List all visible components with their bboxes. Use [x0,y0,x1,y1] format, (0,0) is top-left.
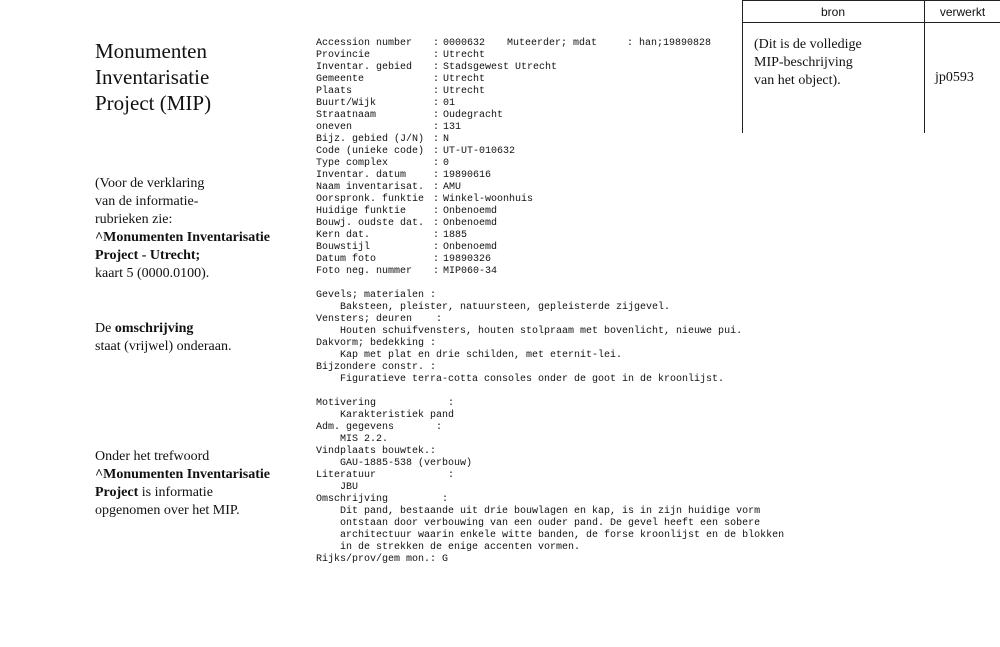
field-separator: : [433,242,440,253]
section-text: Houten schuifvensters, houten stolpraam met bovenlicht, nieuwe pui. [340,326,743,337]
field-row [316,122,746,134]
note-text: is informatie [138,485,213,500]
field-value: Utrecht [443,86,486,97]
field-row [316,194,746,206]
field-row [316,218,746,230]
bron-text [754,36,924,90]
field-value: N [443,134,450,145]
note-line [95,448,310,466]
field-separator: : [433,122,440,133]
field-value: 131 [443,122,462,133]
note-line [95,502,310,520]
accession-label: Accession number [316,38,413,49]
note-text: van de informatie- [95,194,199,209]
field-label: Provincie [316,50,371,61]
note-text: opgenomen over het MIP. [95,503,240,518]
section-text: in de strekken de enige accenten vormen. [340,542,581,553]
bron-line: MIP-beschrijving [754,55,853,70]
field-row [316,242,746,254]
field-row [316,206,746,218]
note-line [95,247,310,265]
field-separator: : [433,134,440,145]
field-value: 0 [443,158,450,169]
field-value: 19890616 [443,170,492,181]
field-separator: : [433,230,440,241]
note-line [95,175,310,193]
materials-sections [316,290,746,386]
note-text: kaart 5 (0000.0100). [95,266,210,281]
note-text: staat (vrijwel) onderaan. [95,339,232,354]
field-separator: : [433,158,440,169]
field-value: Oudegracht [443,110,504,121]
field-row [316,182,746,194]
field-label: Code (unieke code) [316,146,425,157]
verwerkt-header: verwerkt [939,5,986,19]
field-row [316,62,746,74]
field-label: Foto neg. nummer [316,266,413,277]
note-line [95,229,310,247]
note-bold-text: Project [95,485,139,500]
field-row [316,50,746,62]
section-text: Figuratieve terra-cotta consoles onder de goot in de kroonlijst. [340,374,725,385]
title-line: Project (MIP) [95,91,212,115]
section-label: Adm. gegevens : [316,422,443,433]
note-text: (Voor de verklaring [95,176,205,191]
field-row [316,158,746,170]
bron-line: van het object). [754,73,841,88]
note-text: Onder het trefwoord [95,449,210,464]
field-separator: : [433,86,440,97]
field-separator: : [433,98,440,109]
field-value: UT-UT-010632 [443,146,516,157]
field-separator: : [433,38,440,49]
note-text: rubrieken zie: [95,212,173,227]
field-value: Onbenoemd [443,242,498,253]
field-value: Onbenoemd [443,206,498,217]
section-label: Dakvorm; bedekking : [316,338,437,349]
field-value: Stadsgewest Utrecht [443,62,558,73]
field-label: Huidige funktie [316,206,407,217]
section-label: Literatuur : [316,470,455,481]
field-row [316,110,746,122]
field-separator: : [433,146,440,157]
description-note [95,320,310,356]
field-label: Oorspronk. funktie [316,194,425,205]
note-text: De [95,321,115,336]
note-bold-text: Project - Utrecht; [95,248,201,263]
source-panel [742,0,1000,133]
note-bold-text: omschrijving [114,321,194,336]
field-label: Bouwstijl [316,242,371,253]
field-value: Onbenoemd [443,218,498,229]
field-value: 19890326 [443,254,492,265]
note-bold-text: ^Monumenten Inventarisatie [95,467,270,482]
note-line [95,338,310,356]
title-line: Inventarisatie [95,65,210,89]
field-row [316,170,746,182]
note-line [95,466,310,484]
monument-status-row [316,554,746,566]
section-label: Gevels; materialen : [316,290,437,301]
field-label: Bijz. gebied (J/N) [316,134,425,145]
title-line: Monumenten [95,39,207,63]
mutator-value: han;19890828 [639,38,712,49]
section-text: Karakteristiek pand [340,410,455,421]
accession-row [316,38,746,50]
note-line [95,484,310,502]
field-separator: : [433,254,440,265]
section-text: GAU-1885-538 (verbouw) [340,458,473,469]
field-separator: : [627,38,634,49]
field-separator: : [433,218,440,229]
field-row [316,230,746,242]
section-text: Dit pand, bestaande uit drie bouwlagen en kap, is in zijn huidige vorm [340,506,761,517]
section-label: Omschrijving : [316,494,449,505]
field-separator: : [433,74,440,85]
legend-note [95,175,310,283]
field-label: oneven [316,122,353,133]
mutator-label: Muteerder; mdat [507,38,598,49]
section-label: Vensters; deuren : [316,314,443,325]
section-text: ontstaan door verbouwing van een ouder pand. De gevel heeft een sobere [340,518,761,529]
bron-header: bron [820,5,846,19]
accession-value: 0000632 [443,38,486,49]
field-row [316,254,746,266]
field-label: Inventar. datum [316,170,407,181]
field-value: 01 [443,98,456,109]
field-value: Utrecht [443,74,486,85]
field-row [316,134,746,146]
section-text: Baksteen, pleister, natuursteen, gepleisterde zijgevel. [340,302,671,313]
field-separator: : [433,170,440,181]
field-label: Type complex [316,158,389,169]
field-separator: : [433,62,440,73]
field-separator: : [433,182,440,193]
bron-line: (Dit is de volledige [754,37,862,52]
field-row [316,74,746,86]
note-line [95,211,310,229]
field-value: Winkel-woonhuis [443,194,534,205]
field-separator: : [433,194,440,205]
field-label: Naam inventarisat. [316,182,425,193]
admin-sections [316,398,785,554]
field-value: Utrecht [443,50,486,61]
note-bold-text: ^Monumenten Inventarisatie [95,230,270,245]
field-separator: : [433,50,440,61]
section-text: MIS 2.2. [340,434,389,445]
field-separator: : [433,266,440,277]
field-value: 1885 [443,230,468,241]
field-row [316,146,746,158]
field-value: AMU [443,182,462,193]
field-label: Inventar. gebied [316,62,413,73]
verwerkt-code: jp0593 [935,70,974,85]
field-row [316,98,746,110]
field-row [316,86,746,98]
monument-status: Rijks/prov/gem mon.: G [316,554,449,565]
field-label: Kern dat. [316,230,371,241]
field-separator: : [433,206,440,217]
note-line [95,193,310,211]
section-label: Vindplaats bouwtek.: [316,446,437,457]
keyword-note [95,448,310,520]
section-text: JBU [340,482,359,493]
field-separator: : [433,110,440,121]
field-value: MIP060-34 [443,266,498,277]
note-line [95,265,310,283]
section-text: architectuur waarin enkele witte banden, de forse kroonlijst en de blokken [340,530,785,541]
field-label: Straatnaam [316,110,377,121]
field-label: Datum foto [316,254,377,265]
field-list [316,50,746,278]
section-label: Motivering : [316,398,455,409]
field-label: Bouwj. oudste dat. [316,218,425,229]
field-label: Gemeente [316,74,365,85]
section-label: Bijzondere constr. : [316,362,437,373]
field-row [316,266,746,278]
note-line [95,320,310,338]
field-label: Buurt/Wijk [316,98,377,109]
page-title [95,38,315,116]
section-text: Kap met plat en drie schilden, met eternit-lei. [340,350,623,361]
mip-record [316,38,785,566]
field-label: Plaats [316,86,353,97]
